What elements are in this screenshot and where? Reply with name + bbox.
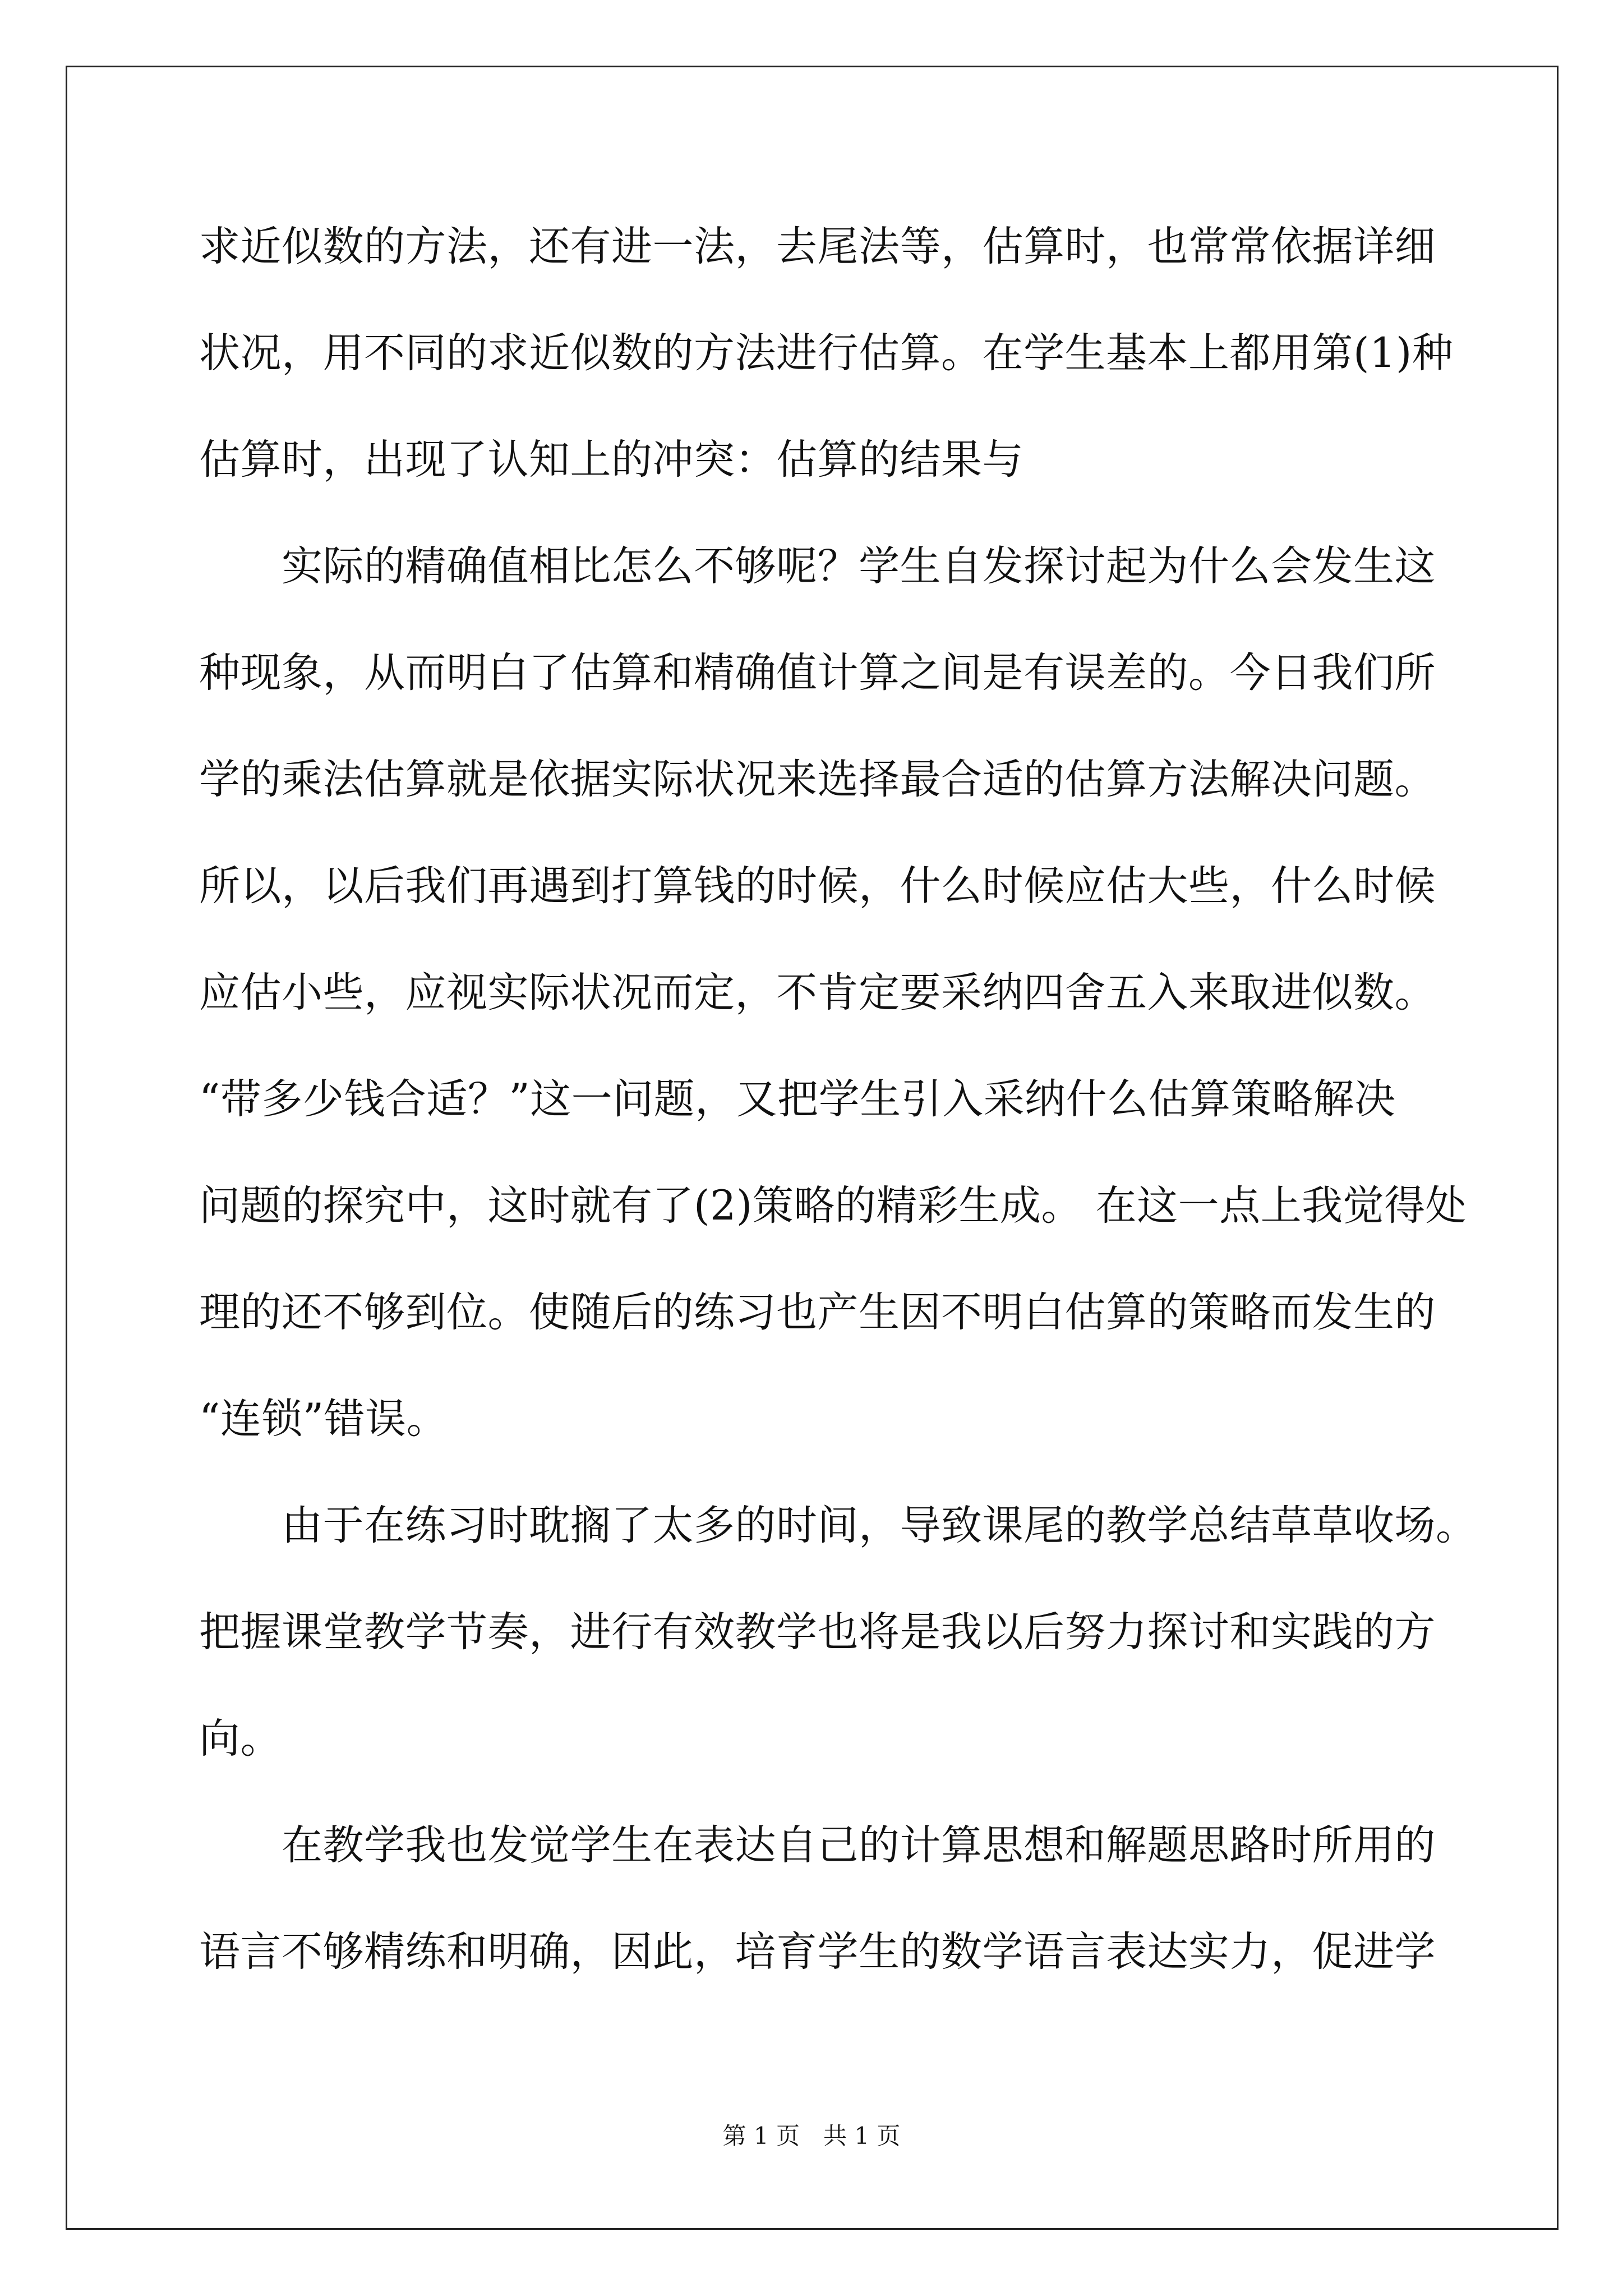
text-line: 由于在练习时耽搁了太多的时间，导致课尾的教学总结草草收场。 (199, 1502, 1477, 1549)
text-line: 应估小些，应视实际状况而定，不肯定要采纳四舍五入来取进似数。 (199, 969, 1436, 1016)
page-number-footer: 第 1 页 共 1 页 (722, 2122, 901, 2150)
text-line: 求近似数的方法，还有进一法，去尾法等，估算时，也常常依据详细 (199, 223, 1436, 270)
text-line: 在教学我也发觉学生在表达自己的计算思想和解题思路时所用的 (199, 1821, 1436, 1869)
text-line: 所以，以后我们再遇到打算钱的时候，什么时候应估大些，什么时候 (199, 862, 1436, 910)
text-line: 向。 (199, 1715, 282, 1763)
text-line: 语言不够精练和明确，因此，培育学生的数学语言表达实力，促进学 (199, 1928, 1436, 1976)
text-line: 估算时，出现了认知上的冲突：估算的结果与 (199, 436, 1023, 484)
text-line: 实际的精确值相比怎么不够呢？学生自发探讨起为什么会发生这 (199, 542, 1436, 590)
text-line: 学的乘法估算就是依据实际状况来选择最合适的估算方法解决问题。 (199, 756, 1436, 803)
text-line: 理的还不够到位。使随后的练习也产生因不明白估算的策略而发生的 (199, 1289, 1436, 1336)
text-line: “带多少钱合适？”这一问题，又把学生引入采纳什么估算策略解决 (199, 1075, 1396, 1123)
text-line: 把握课堂教学节奏，进行有效教学也将是我以后努力探讨和实践的方 (199, 1608, 1436, 1656)
text-line: 种现象，从而明白了估算和精确值计算之间是有误差的。今日我们所 (199, 649, 1436, 697)
text-line: 状况，用不同的求近似数的方法进行估算。在学生基本上都用第(1)种 (199, 329, 1454, 377)
text-line: “连锁”错误。 (199, 1395, 448, 1443)
text-line: 问题的探究中，这时就有了(2)策略的精彩生成。 在这一点上我觉得处 (199, 1182, 1467, 1230)
